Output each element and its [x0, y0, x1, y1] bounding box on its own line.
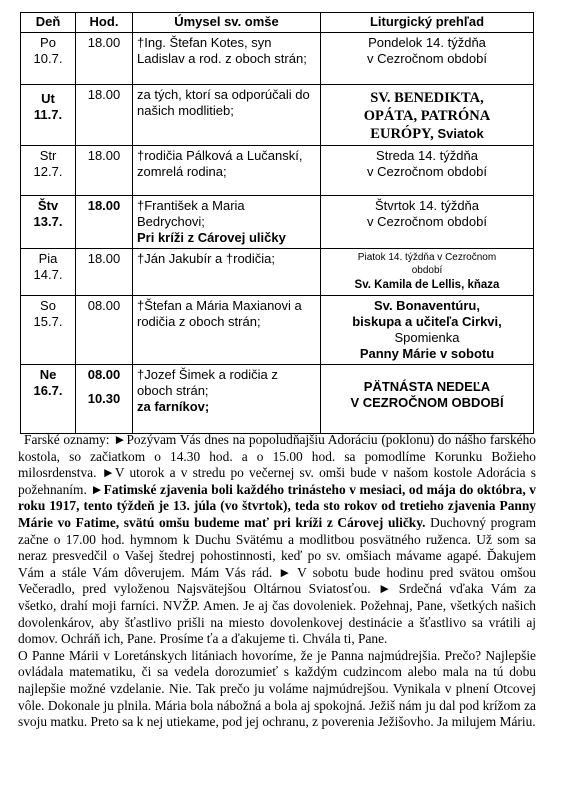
liturgy-line: Sv. Kamila de Lellis, kňaza — [354, 279, 500, 291]
reflection-paragraph: O Panne Márii v Loretánskych litániach hovoríme, že je Panna najmúdrejšia. Prečo? Najlepšie ovládala matematiku, či sa vedela dorozumieť s každým cudzincom alebo mala na tú dobu najlepšie možné vzdelanie. Nie. Tak prečo ju voláme najmúdrejšou. Vynikala v plnení Otcovej vôle. Dokonale ju plnila. Mária bola nábožná a bola aj spokojná. Ježiš nám ju dal pod krížom za svoju matku. Preto sa k nej utiekame, pod jej ochranu, z poverenia Ježišovho. Ja milujem Máriu. — [18, 647, 536, 730]
liturgy-line: v Cezročnom období — [367, 51, 487, 66]
table-row — [21, 296, 534, 365]
day-cell — [21, 33, 76, 85]
table-row — [21, 33, 534, 85]
liturgy-line: V CEZROČNOM OBDOBÍ — [350, 395, 504, 410]
announcement-text: Farské oznamy: ►Pozývam Vás dnes na popoludňajšiu Adoráciu (poklonu) do nášho farského kostola, so začiatkom o 14.30 hod. a o 15.00 hod. sa pomodlíme Korunku Božieho milosrdenstva. ►V utorok a v stredu po večernej sv. omši bude v našom kostole Adorácia s požehnaním. — [18, 432, 536, 497]
hour-cell: 18.00 — [76, 196, 133, 249]
liturgy-cell — [321, 365, 534, 434]
intention-cell — [133, 365, 321, 434]
hour-first: 08.00 — [87, 367, 121, 382]
intention-cell: †Ján Jakubír a †rodičia; — [133, 249, 321, 296]
intention-text: za farníkov; — [137, 399, 210, 414]
liturgy-line: Sv. Bonaventúru, — [374, 298, 480, 313]
liturgy-line: biskupa a učiteľa Cirkvi, — [352, 314, 502, 329]
intention-cell: za tých, ktorí sa odporúčali do našich modlitieb; — [133, 85, 321, 146]
intention-text: †Jozef Šimek a rodičia z oboch strán; — [137, 367, 278, 398]
day-date: 12.7. — [33, 164, 63, 179]
intention-cell — [133, 196, 321, 249]
day-date: 16.7. — [33, 383, 63, 398]
hour-cell: 18.00 — [76, 249, 133, 296]
liturgy-cell — [321, 33, 534, 85]
day-cell — [21, 85, 76, 146]
feast-rank: Sviatok — [437, 126, 484, 141]
liturgy-line: PÄTNÁSTA NEDEĽA — [363, 379, 491, 394]
day-name: Ut — [41, 91, 55, 106]
intention-cell: †rodičia Pálková a Lučanskí, zomrelá rodina; — [133, 146, 321, 196]
liturgy-line — [323, 125, 531, 143]
table-row — [21, 85, 534, 146]
liturgy-line: SV. BENEDIKTA, — [370, 90, 484, 106]
day-name: Ne — [39, 367, 57, 382]
liturgy-cell — [321, 296, 534, 365]
day-date: 11.7. — [33, 107, 63, 122]
liturgy-line: Streda 14. týždňa — [376, 148, 478, 163]
table-row — [21, 146, 534, 196]
header-hour: Hod. — [76, 13, 133, 33]
intention-text: †František a Maria Bedrychovi; — [137, 198, 245, 229]
liturgy-line: Spomienka — [394, 330, 460, 345]
hour-cell: 18.00 — [76, 33, 133, 85]
liturgy-line: Panny Márie v sobotu — [359, 346, 495, 361]
liturgy-cell — [321, 85, 534, 146]
intention-cell: †Štefan a Mária Maxianovi a rodičia z oboch strán; — [133, 296, 321, 365]
table-row — [21, 365, 534, 434]
hour-cell: 18.00 — [76, 146, 133, 196]
liturgy-line: OPÁTA, PATRÓNA — [363, 108, 491, 124]
liturgy-cell — [321, 196, 534, 249]
day-cell — [21, 146, 76, 196]
feast-name: EURÓPY, — [370, 126, 434, 142]
hour-second: 10.30 — [87, 391, 121, 406]
liturgy-line: v Cezročnom období — [367, 164, 487, 179]
parish-announcements — [18, 432, 536, 731]
hour-cell: 08.00 — [76, 296, 133, 365]
day-name: Štv — [37, 198, 59, 213]
day-cell — [21, 196, 76, 249]
fatima-announcement: ►Fatimské zjavenia boli každého trinásteho v mesiaci, od mája do októbra, v roku 1917, tento týždeň je 13. júla (vo štvrtok), teda sto rokov od tretieho zjavenia Panny Márie vo Fatime, svätú omšu budeme mať pri kríži z Cárovej uličky. — [18, 481, 536, 530]
liturgy-line: Piatok 14. týždňa v Cezročnom — [357, 252, 497, 263]
day-name: Str — [39, 148, 57, 163]
liturgy-cell — [321, 146, 534, 196]
day-date: 13.7. — [33, 214, 63, 229]
announcement-text: Duchovný program začne o 17.00 hod. hymnom k Duchu Svätému a modlitbou posvätného ruženca. Už som sa neraz presvedčil o Vašej štedrej pohostinnosti, keď po sv. omšiach mávame agapé. Ďakujem Vám a stále Vám dôverujem. Mám Vás rád. ► V sobotu bude hodinu pred svätou omšou Večeradlo, pred vyloženou Najsvätejšou Oltárnou Sviatosťou. ► Srdečná vďaka Vám za všetko, drahí moji farníci. NVŽP. Amen. Je aj čas dovoleniek. Požehnaj, Pane, všetkých našich dovolenkárov, aby šťastlivo prišli na miesto dovolenkovej destinácie a šťastlivo sa vrátili aj domov. Ochráň ich, Pane. Prosíme ťa a ďakujeme ti. Chvála ti, Pane. — [18, 514, 536, 647]
intention-location: Pri kríži z Cárovej uličky — [137, 230, 286, 245]
table-row — [21, 196, 534, 249]
day-date: 15.7. — [33, 314, 63, 329]
hour-cell — [76, 365, 133, 434]
header-intention: Úmysel sv. omše — [133, 13, 321, 33]
hour-cell: 18.00 — [76, 85, 133, 146]
table-header-row — [21, 13, 534, 33]
header-liturgy: Liturgický prehľad — [321, 13, 534, 33]
day-date: 14.7. — [33, 267, 63, 282]
table-row — [21, 249, 534, 296]
mass-schedule-table — [20, 12, 534, 434]
liturgy-cell — [321, 249, 534, 296]
day-cell — [21, 365, 76, 434]
announcement-paragraph — [18, 432, 536, 648]
liturgy-line: Pondelok 14. týždňa — [368, 35, 486, 50]
day-name: So — [40, 298, 56, 313]
liturgy-line: v Cezročnom období — [367, 214, 487, 229]
day-name: Po — [40, 35, 56, 50]
day-cell — [21, 296, 76, 365]
header-day: Deň — [21, 13, 76, 33]
day-name: Pia — [38, 251, 58, 266]
liturgy-line: Štvrtok 14. týždňa — [374, 198, 480, 213]
intention-cell: †Ing. Štefan Kotes, syn Ladislav a rod. z oboch strán; — [133, 33, 321, 85]
day-cell — [21, 249, 76, 296]
liturgy-line: období — [411, 265, 443, 276]
day-date: 10.7. — [33, 51, 63, 66]
